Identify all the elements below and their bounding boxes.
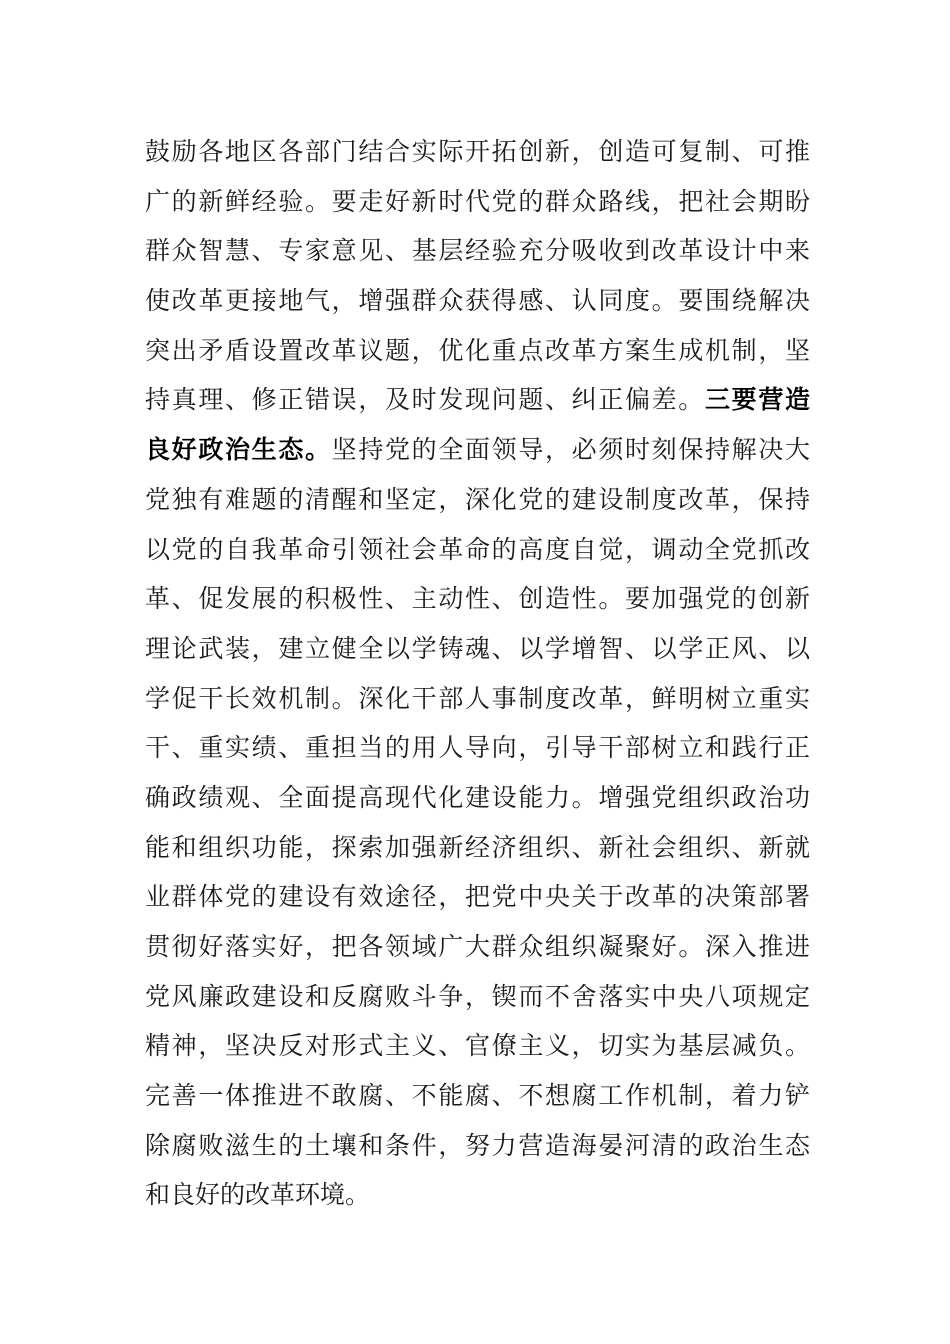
text-line [145, 525, 810, 575]
body-text: 以党的自我革命引领社会革命的高度自觉，调动全党抓改 [145, 534, 810, 564]
text-line [145, 574, 810, 624]
body-text: 理论武装，建立健全以学铸魂、以学增智、以学正风、以 [145, 633, 810, 663]
body-text: 持真理、修正错误，及时发现问题、纠正偏差。 [145, 385, 705, 415]
bold-heading-text: 良好政治生态。 [145, 435, 332, 465]
text-line [145, 823, 810, 873]
body-text: 革、促发展的积极性、主动性、创造性。要加强党的创新 [145, 584, 810, 614]
body-text: 能和组织功能，探索加强新经济组织、新社会组织、新就 [145, 832, 810, 862]
text-line [145, 674, 810, 724]
body-text: 精神，坚决反对形式主义、官僚主义，切实为基层减负。 [145, 1031, 810, 1061]
text-line [145, 425, 810, 475]
body-text: 广的新鲜经验。要走好新时代党的群众路线，把社会期盼 [145, 186, 810, 216]
text-line [145, 375, 810, 425]
body-text: 除腐败滋生的土壤和条件，努力营造海晏河清的政治生态 [145, 1130, 810, 1160]
body-text: 党风廉政建设和反腐败斗争，锲而不舍落实中央八项规定 [145, 981, 810, 1011]
bold-heading-text: 三要营造 [704, 385, 810, 415]
body-text: 鼓励各地区各部门结合实际开拓创新，创造可复制、可推 [145, 137, 810, 166]
text-line [145, 1170, 810, 1220]
body-text: 完善一体推进不敢腐、不能腐、不想腐工作机制，着力铲 [145, 1081, 810, 1111]
text-line [145, 773, 810, 823]
text-line [145, 1121, 810, 1171]
text-line [145, 177, 810, 227]
body-text: 突出矛盾设置改革议题，优化重点改革方案生成机制，坚 [145, 335, 810, 365]
body-text: 群众智慧、专家意见、基层经验充分吸收到改革设计中来 [145, 236, 810, 266]
body-text: 使改革更接地气，增强群众获得感、认同度。要围绕解决 [145, 286, 810, 316]
body-text: 党独有难题的清醒和坚定，深化党的建设制度改革，保持 [145, 484, 810, 514]
text-line [145, 276, 810, 326]
body-text: 和良好的改革环境。 [145, 1180, 371, 1210]
text-line [145, 972, 810, 1022]
text-line [145, 1021, 810, 1071]
text-line [145, 226, 810, 276]
body-paragraph [145, 127, 810, 1220]
text-line [145, 922, 810, 972]
body-text: 贯彻好落实好，把各领域广大群众组织凝聚好。深入推进 [145, 932, 810, 961]
text-line [145, 326, 810, 376]
body-text: 确政绩观、全面提高现代化建设能力。增强党组织政治功 [145, 782, 810, 812]
body-text: 学促干长效机制。深化干部人事制度改革，鲜明树立重实 [145, 683, 810, 713]
text-line [145, 624, 810, 674]
body-text: 干、重实绩、重担当的用人导向，引导干部树立和践行正 [145, 733, 810, 763]
text-line [145, 872, 810, 922]
text-line [145, 127, 810, 177]
body-text: 业群体党的建设有效途径，把党中央关于改革的决策部署 [145, 882, 810, 912]
text-line [145, 723, 810, 773]
text-line [145, 1071, 810, 1121]
text-line [145, 475, 810, 525]
body-text: 坚持党的全面领导，必须时刻保持解决大 [331, 435, 810, 465]
